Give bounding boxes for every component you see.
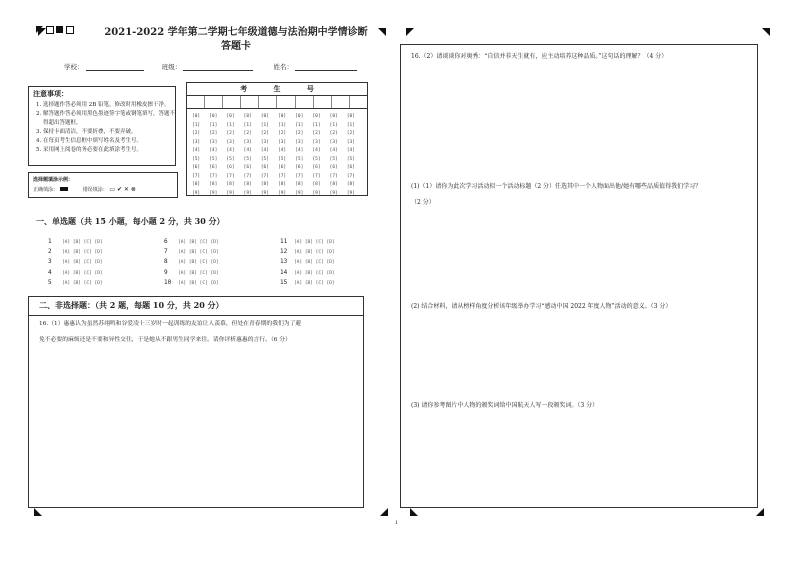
exam-number-label: 生	[273, 84, 281, 93]
digit-bubble[interactable]: [3]	[312, 139, 321, 145]
digit-bubble[interactable]: [7]	[192, 173, 201, 179]
option-bubbles[interactable]: [A] [B] [C] [D]	[62, 240, 103, 245]
question-number: 5	[48, 279, 52, 286]
page-number: 1	[395, 520, 399, 526]
corner-mark	[756, 508, 764, 516]
digit-bubble[interactable]: [2]	[209, 131, 218, 136]
exam-number-column[interactable]	[312, 113, 329, 198]
digit-bubble[interactable]: [1]	[346, 122, 355, 128]
choice-row	[48, 258, 103, 265]
digit-bubble[interactable]: [3]	[243, 139, 252, 145]
digit-bubble[interactable]: [6]	[243, 165, 252, 170]
q17-1-prompt: （2 分）	[411, 199, 435, 206]
corner-mark	[406, 28, 414, 36]
title-line-1: 2021-2022 学年第二学期七年级道德与法治期中学情诊断	[104, 27, 368, 38]
question-number: 3	[48, 258, 52, 265]
digit-bubble[interactable]: [1]	[226, 122, 235, 128]
question-number: 10	[164, 279, 172, 286]
name-field[interactable]	[295, 62, 357, 71]
digit-bubble[interactable]: [0]	[295, 114, 304, 119]
digit-bubble[interactable]: [9]	[295, 190, 304, 196]
digit-bubble[interactable]: [2]	[312, 131, 321, 136]
question-number: 15	[280, 279, 288, 286]
digit-bubble[interactable]: [6]	[192, 165, 201, 170]
digit-bubble[interactable]: [7]	[260, 173, 269, 179]
section1-title: 一、单选题（共 15 小题，每小题 2 分，共 30 分）	[36, 216, 225, 226]
option-bubbles[interactable]: [A] [B] [C] [D]	[62, 271, 103, 276]
digit-bubble[interactable]: [8]	[295, 182, 304, 187]
digit-bubble[interactable]: [8]	[346, 182, 355, 187]
exam-number-column[interactable]	[330, 113, 347, 198]
digit-bubble[interactable]: [8]	[192, 182, 201, 187]
q16-1-answer-area[interactable]	[29, 348, 363, 468]
corner-mark	[34, 508, 42, 516]
digit-bubble[interactable]: [0]	[312, 114, 321, 119]
option-bubbles[interactable]: [A] [B] [C] [D]	[294, 260, 335, 265]
exam-number-label: 考	[240, 84, 248, 93]
option-bubbles[interactable]: [A] [B] [C] [D]	[178, 281, 219, 286]
digit-bubble[interactable]: [4]	[312, 148, 321, 153]
exam-number-column[interactable]	[278, 113, 295, 198]
digit-bubble[interactable]: [6]	[295, 165, 304, 170]
choice-row	[48, 238, 103, 245]
option-bubbles[interactable]: [A] [B] [C] [D]	[294, 240, 335, 245]
digit-bubble[interactable]: [9]	[226, 190, 235, 196]
digit-bubble[interactable]: [2]	[192, 131, 201, 136]
digit-bubble[interactable]: [3]	[329, 139, 338, 145]
digit-bubble[interactable]: [5]	[329, 156, 338, 162]
digit-bubble[interactable]: [4]	[346, 148, 355, 153]
digit-bubble[interactable]: [5]	[295, 156, 304, 162]
digit-bubble[interactable]: [5]	[312, 156, 321, 162]
digit-bubble[interactable]: [8]	[209, 182, 218, 187]
digit-bubble[interactable]: [9]	[243, 190, 252, 196]
exam-number-column[interactable]	[347, 113, 364, 198]
q17-2-prompt: (2) 结合材料，请从榜样角度分析该年级举办学习“感动中国 2022 年度人物”活动的意义。（3 分）	[411, 303, 672, 310]
digit-bubble[interactable]: [8]	[312, 182, 321, 187]
corner-mark	[380, 508, 388, 516]
section2-title: 二、非选择题：（共 2 题，每题 10 分，共 20 分）	[39, 300, 224, 310]
digit-bubble[interactable]: [0]	[209, 114, 218, 119]
digit-bubble[interactable]: [1]	[295, 122, 304, 128]
digit-bubble[interactable]: [8]	[278, 182, 287, 187]
digit-bubble[interactable]: [6]	[346, 165, 355, 170]
student-info-row	[64, 62, 357, 71]
digit-bubble[interactable]: [6]	[278, 165, 287, 170]
digit-bubble[interactable]: [2]	[260, 131, 269, 136]
q16-1-prompt: 16.（1）惠惠认为虽然苏翊鸣和谷爱凌十三岁时一起训练的友谊让人羡慕，但处在青春期的我们为了避	[39, 321, 302, 327]
option-bubbles[interactable]: [A] [B] [C] [D]	[62, 250, 103, 255]
question-number: 2	[48, 248, 52, 255]
digit-bubble[interactable]: [3]	[209, 139, 218, 145]
option-bubbles[interactable]: [A] [B] [C] [D]	[178, 250, 219, 255]
right-answer-box	[400, 44, 758, 508]
question-number: 13	[280, 258, 288, 265]
digit-bubble[interactable]: [9]	[278, 190, 287, 196]
exam-number-label: 号	[306, 84, 314, 93]
notice-item: 4. 在每页考生信息框中填写姓名及考生号。	[43, 137, 175, 146]
wrong-fill-label: 错误填涂：	[82, 187, 108, 193]
exam-number-box	[186, 82, 368, 196]
option-bubbles[interactable]: [A] [B] [C] [D]	[294, 281, 335, 286]
exam-number-column[interactable]	[209, 113, 226, 198]
digit-bubble[interactable]: [5]	[209, 156, 218, 162]
class-field[interactable]	[183, 62, 253, 71]
question-number: 4	[48, 269, 52, 276]
q16-2-prompt: 16.（2）请谈谈你对奥秀：“自信并非天生就有，应主动培养这种品质。”这句话的理解？（4 分）	[411, 53, 668, 60]
digit-bubble[interactable]: [1]	[192, 122, 201, 128]
digit-bubble[interactable]: [5]	[192, 156, 201, 162]
exam-number-column[interactable]	[295, 113, 312, 198]
digit-bubble[interactable]: [4]	[209, 148, 218, 153]
digit-bubble[interactable]: [4]	[278, 148, 287, 153]
choice-row	[48, 269, 103, 276]
digit-bubble[interactable]: [0]	[346, 114, 355, 119]
corner-mark	[762, 28, 770, 36]
digit-bubble[interactable]: [7]	[346, 173, 355, 179]
digit-bubble[interactable]: [2]	[329, 131, 338, 136]
q17-1-prompt: (1)（1）请你为此次学习活动拟一个活动标题（2 分）任选其中一个人物面出他/她有哪些品质值得我们学习？	[411, 183, 702, 190]
section2-box	[28, 296, 364, 508]
digit-bubble[interactable]: [7]	[209, 173, 218, 179]
notice-item: 1. 选择题作答必须用 2B 铅笔，修改时用橡皮擦干净。	[43, 101, 175, 110]
digit-bubble[interactable]: [3]	[295, 139, 304, 145]
digit-bubble[interactable]: [1]	[329, 122, 338, 128]
digit-bubble[interactable]: [4]	[243, 148, 252, 153]
digit-bubble[interactable]: [7]	[295, 173, 304, 179]
notice-item: 5. 采用网上阅卷的务必要在此填涂考生号。	[43, 146, 175, 155]
digit-bubble[interactable]: [0]	[192, 114, 201, 119]
option-bubbles[interactable]: [A] [B] [C] [D]	[294, 271, 335, 276]
class-label: 班级：	[161, 63, 182, 71]
digit-bubble[interactable]: [7]	[312, 173, 321, 179]
digit-bubble[interactable]: [5]	[260, 156, 269, 162]
choice-row	[280, 269, 335, 276]
question-number: 12	[280, 248, 288, 255]
option-bubbles[interactable]: [A] [B] [C] [D]	[178, 240, 219, 245]
choice-row	[280, 258, 335, 265]
digit-bubble[interactable]: [5]	[226, 156, 235, 162]
digit-bubble[interactable]: [3]	[260, 139, 269, 145]
exam-number-write-row[interactable]	[187, 96, 367, 109]
digit-bubble[interactable]: [2]	[243, 131, 252, 136]
choice-row	[164, 258, 219, 265]
digit-bubble[interactable]: [3]	[278, 139, 287, 145]
option-bubbles[interactable]: [A] [B] [C] [D]	[178, 260, 219, 265]
fill-sample-box	[28, 172, 178, 198]
school-label: 学校：	[64, 63, 84, 71]
digit-bubble[interactable]: [1]	[312, 122, 321, 128]
q16-1-prompt: 免不必要的麻烦还是不要和异性交往，于是她从不跟男生同学来往。请你评析惠惠的言行。（6 分）	[39, 337, 291, 343]
digit-bubble[interactable]: [7]	[278, 173, 287, 179]
fill-sample-label: 选择题填涂示例：	[33, 177, 74, 183]
exam-number-bubbles[interactable]	[187, 109, 367, 198]
digit-bubble[interactable]: [8]	[243, 182, 252, 187]
question-number: 1	[48, 238, 52, 245]
choice-row	[280, 238, 335, 245]
choice-row	[48, 279, 103, 286]
digit-bubble[interactable]: [3]	[226, 139, 235, 145]
question-number: 14	[280, 269, 288, 276]
digit-bubble[interactable]: [5]	[243, 156, 252, 162]
digit-bubble[interactable]: [4]	[329, 148, 338, 153]
q16-2-answer-area[interactable]	[405, 65, 751, 177]
digit-bubble[interactable]: [9]	[192, 190, 201, 196]
name-label: 姓名：	[273, 63, 293, 71]
digit-bubble[interactable]: [5]	[278, 156, 287, 162]
question-number: 8	[164, 258, 168, 265]
notice-item: 3. 保持卡面清洁，不要折叠，不要弄破。	[43, 128, 175, 137]
digit-bubble[interactable]: [0]	[243, 114, 252, 119]
question-number: 11	[280, 238, 288, 245]
question-number: 9	[164, 269, 168, 276]
digit-bubble[interactable]: [9]	[329, 190, 338, 196]
digit-bubble[interactable]: [6]	[260, 165, 269, 170]
digit-bubble[interactable]: [2]	[295, 131, 304, 136]
digit-bubble[interactable]: [3]	[346, 139, 355, 145]
digit-bubble[interactable]: [6]	[226, 165, 235, 170]
digit-bubble[interactable]: [6]	[209, 165, 218, 170]
digit-bubble[interactable]: [9]	[209, 190, 218, 196]
digit-bubble[interactable]: [4]	[192, 148, 201, 153]
choice-row	[164, 238, 219, 245]
exam-number-column[interactable]	[226, 113, 243, 198]
digit-bubble[interactable]: [5]	[346, 156, 355, 162]
digit-bubble[interactable]: [1]	[243, 122, 252, 128]
title-line-2: 答题卡	[221, 41, 251, 52]
digit-bubble[interactable]: [7]	[226, 173, 235, 179]
digit-bubble[interactable]: [4]	[226, 148, 235, 153]
correct-fill-sample	[60, 187, 68, 191]
digit-bubble[interactable]: [2]	[226, 131, 235, 136]
choice-row	[164, 248, 219, 255]
exam-number-column[interactable]	[244, 113, 261, 198]
page-title	[92, 26, 380, 54]
notice-title: 注意事项：	[33, 89, 68, 98]
digit-bubble[interactable]: [7]	[329, 173, 338, 179]
digit-bubble[interactable]: [6]	[312, 165, 321, 170]
choice-row	[48, 248, 103, 255]
digit-bubble[interactable]: [4]	[260, 148, 269, 153]
digit-bubble[interactable]: [9]	[260, 190, 269, 196]
correct-fill-label: 正确填涂：	[33, 187, 59, 193]
digit-bubble[interactable]: [2]	[346, 131, 355, 136]
digit-bubble[interactable]: [1]	[209, 122, 218, 128]
school-field[interactable]	[86, 62, 144, 71]
choice-row	[164, 269, 219, 276]
corner-mark	[410, 508, 418, 516]
exam-number-column[interactable]	[261, 113, 278, 198]
digit-bubble[interactable]: [1]	[278, 122, 287, 128]
q17-2-answer-area[interactable]	[405, 315, 751, 399]
digit-bubble[interactable]: [3]	[192, 139, 201, 145]
digit-bubble[interactable]: [9]	[346, 190, 355, 196]
digit-bubble[interactable]: [0]	[260, 114, 269, 119]
notice-box	[28, 86, 176, 166]
question-number: 6	[164, 238, 168, 245]
digit-bubble[interactable]: [2]	[278, 131, 287, 136]
q17-3-prompt: (3) 请你参考图片中人物的颁奖词给中国航天人写一段颁奖词。（3 分）	[411, 402, 599, 409]
question-number: 7	[164, 248, 168, 255]
q17-1-answer-area[interactable]	[405, 211, 751, 297]
digit-bubble[interactable]: [0]	[329, 114, 338, 119]
option-bubbles[interactable]: [A] [B] [C] [D]	[294, 250, 335, 255]
digit-bubble[interactable]: [9]	[312, 190, 321, 196]
digit-bubble[interactable]: [4]	[295, 148, 304, 153]
digit-bubble[interactable]: [7]	[243, 173, 252, 179]
wrong-fill-sample: ▭ ✔ ✕ ⊗	[109, 186, 136, 193]
digit-bubble[interactable]: [6]	[329, 165, 338, 170]
digit-bubble[interactable]: [0]	[226, 114, 235, 119]
digit-bubble[interactable]: [8]	[226, 182, 235, 187]
digit-bubble[interactable]: [8]	[260, 182, 269, 187]
choice-row	[164, 279, 219, 286]
q17-3-answer-area[interactable]	[405, 415, 751, 503]
digit-bubble[interactable]: [0]	[278, 114, 287, 119]
choice-row	[280, 279, 335, 286]
exam-number-column[interactable]	[192, 113, 209, 198]
digit-bubble[interactable]: [1]	[260, 122, 269, 128]
option-bubbles[interactable]: [A] [B] [C] [D]	[178, 271, 219, 276]
digit-bubble[interactable]: [8]	[329, 182, 338, 187]
notice-item: 2. 解答题作答必须用黑色墨迹签字笔或钢笔填写，答题不得超出答题框。	[43, 110, 175, 128]
option-bubbles[interactable]: [A] [B] [C] [D]	[62, 281, 103, 286]
option-bubbles[interactable]: [A] [B] [C] [D]	[62, 260, 103, 265]
choice-row	[280, 248, 335, 255]
